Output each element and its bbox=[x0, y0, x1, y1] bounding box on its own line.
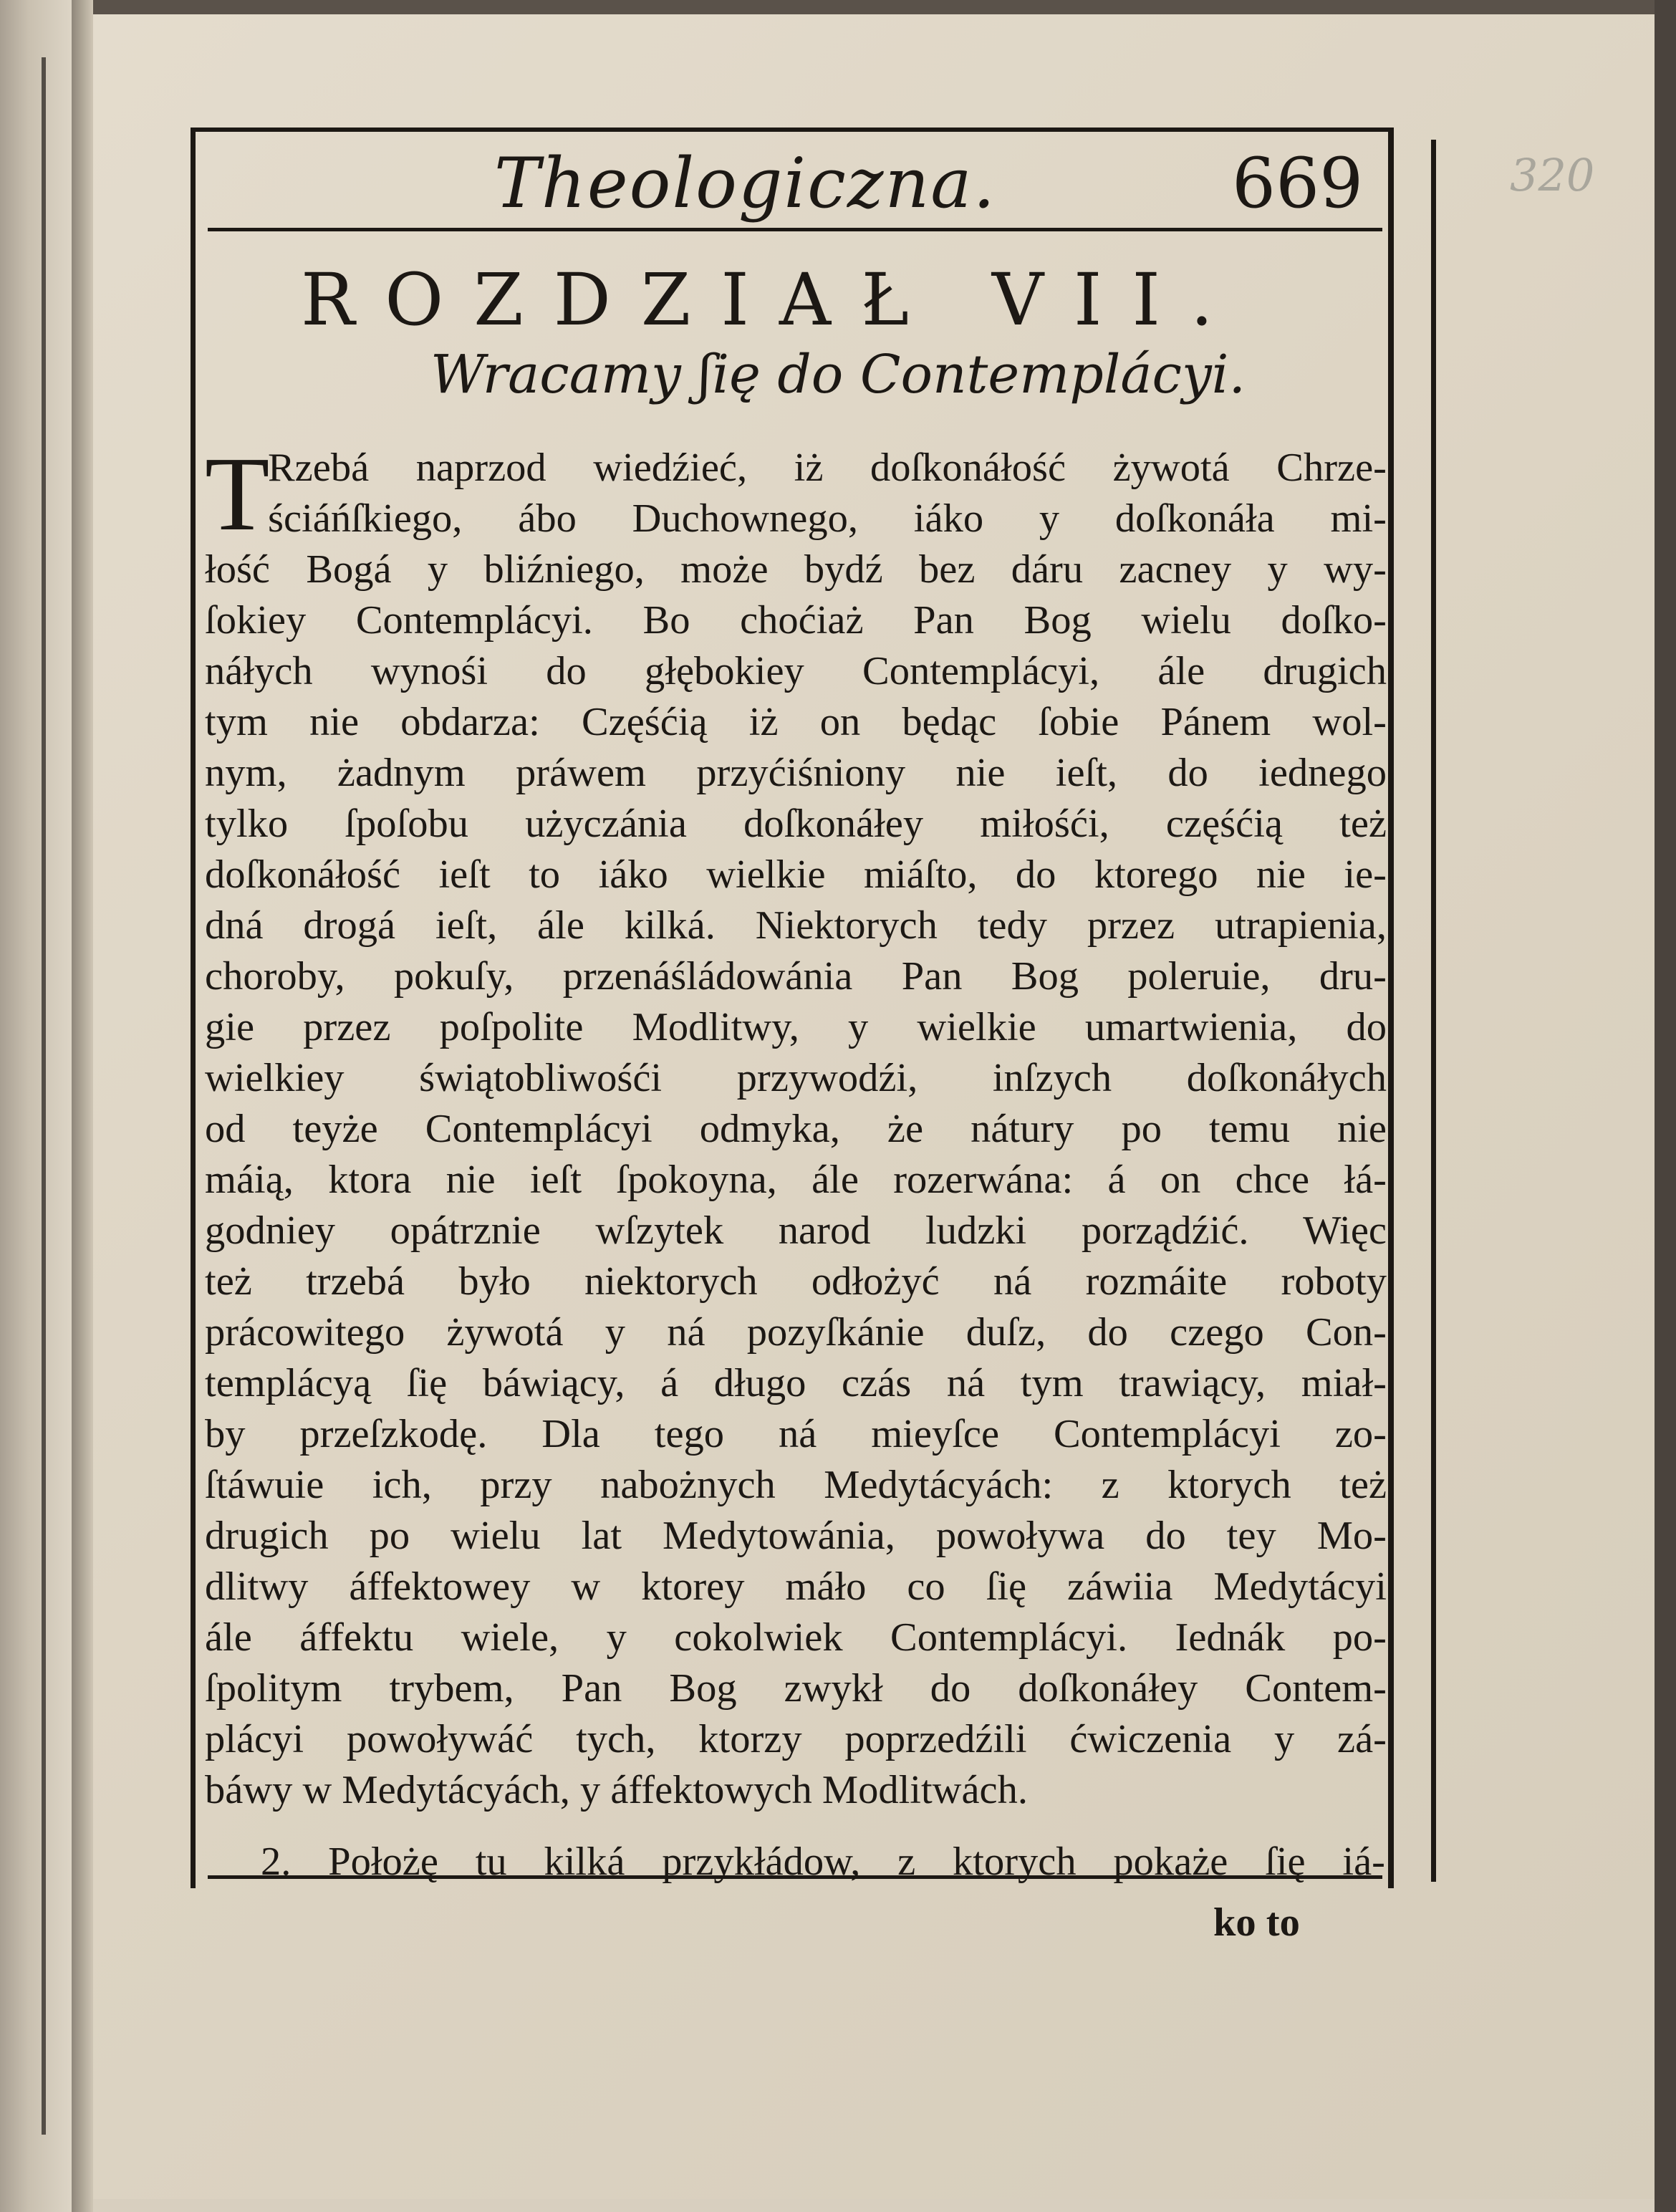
chapter-heading: ROZDZIAŁ VII. bbox=[301, 258, 1243, 342]
text-line: dná drogá ieſt, ále kilká. Niektorych tedy przez utrapienia, bbox=[205, 903, 1387, 948]
text-line: prácowitego żywotá y ná pozyſkánie duſz, do czego Con- bbox=[205, 1310, 1387, 1355]
text-line: by przeſzkodę. Dla tego ná mieyſce Contemplácyi zo- bbox=[205, 1412, 1387, 1456]
text-line: ſpolitym trybem, Pan Bog zwykł do doſkonáłey Contem- bbox=[205, 1666, 1387, 1711]
text-line: máią, ktora nie ieſt ſpokoyna, ále rozerwána: á on chce łá- bbox=[205, 1158, 1387, 1202]
text-line: báwy w Medytácyách, y áffektowych Modlitwách. bbox=[205, 1768, 1029, 1812]
text-line: Rzebá naprzod wiedźieć, iż doſkonáłość żywotá Chrze- bbox=[268, 446, 1387, 490]
text-line: gie przez poſpolite Modlitwy, y wielkie umartwienia, do bbox=[205, 1005, 1387, 1049]
text-line: dlitwy áffektowey w ktorey máło co ſię záwiia Medytácyi bbox=[205, 1564, 1387, 1609]
text-line: godniey opátrznie wſzytek narod ludzki porządźić. Więc bbox=[205, 1208, 1387, 1253]
text-line: też trzebá było niektorych odłożyć ná rozmáite roboty bbox=[205, 1259, 1387, 1304]
text-line: ściáńſkiego, ábo Duchownego, iáko y doſkonáła mi- bbox=[268, 496, 1387, 541]
text-line: nym, żadnym práwem przyćiśniony nie ieſt, do iednego bbox=[205, 751, 1387, 795]
paragraph-1 bbox=[205, 436, 1387, 1816]
right-edge-shadow bbox=[1655, 0, 1676, 2212]
drop-initial: T bbox=[205, 436, 270, 553]
catchword: ko to bbox=[1213, 1900, 1300, 1945]
chapter-subtitle: Wracamy ʃię do Contemplácyi. bbox=[430, 344, 1246, 405]
header-rule bbox=[208, 228, 1382, 231]
text-line: wielkiey świątobliwośći przywodźi, inſzych doſkonáłych bbox=[205, 1056, 1387, 1100]
text-line: łość Bogá y bliźniego, może bydź bez dáru zacney y wy- bbox=[205, 547, 1387, 592]
book-gutter bbox=[72, 0, 93, 2212]
text-line: od teyże Contemplácyi odmyka, że nátury po temu nie bbox=[205, 1107, 1387, 1151]
running-title: Theologiczna. bbox=[494, 143, 997, 223]
text-line: ſokiey Contemplácyi. Bo choćiaż Pan Bog wielu doſko- bbox=[205, 598, 1387, 643]
frame-top-rule bbox=[191, 128, 1394, 132]
text-line: ále áffektu wiele, y cokolwiek Contemplácyi. Iednák po- bbox=[205, 1615, 1387, 1660]
text-line: náłych wynośi do głębokiey Contemplácyi, ále drugich bbox=[205, 649, 1387, 693]
text-line: tylko ſpoſobu użyczánia doſkonáłey miłośći, częśćią też bbox=[205, 802, 1387, 846]
handwritten-shelfmark: 320 bbox=[1510, 149, 1595, 201]
page-number: 669 bbox=[1232, 143, 1364, 223]
text-line: drugich po wielu lat Medytowánia, powoływa do tey Mo- bbox=[205, 1514, 1387, 1558]
text-line: plácyi powoływáć tych, ktorzy poprzedźili ćwiczenia y zá- bbox=[205, 1717, 1387, 1761]
text-line: choroby, pokuſy, przenáśládowánia Pan Bog poleruie, dru- bbox=[205, 954, 1387, 999]
paragraph-2-first-line: 2. Położę tu kilká przykłádow, z ktorych pokaże ſię iá- bbox=[261, 1840, 1385, 1884]
text-line: doſkonáłość ieſt to iáko wielkie miáſto, do ktorego nie ie- bbox=[205, 852, 1387, 897]
text-line: tym nie obdarza: Częśćią iż on będąc ſobie Pánem wol- bbox=[205, 700, 1387, 744]
text-line: ſtáwuie ich, przy nabożnych Medytácyách: z ktorych też bbox=[205, 1463, 1387, 1507]
text-line: templácyą ſię báwiący, á długo czás ná tym trawiący, miał- bbox=[205, 1361, 1387, 1405]
previous-page-edge bbox=[0, 0, 72, 2212]
